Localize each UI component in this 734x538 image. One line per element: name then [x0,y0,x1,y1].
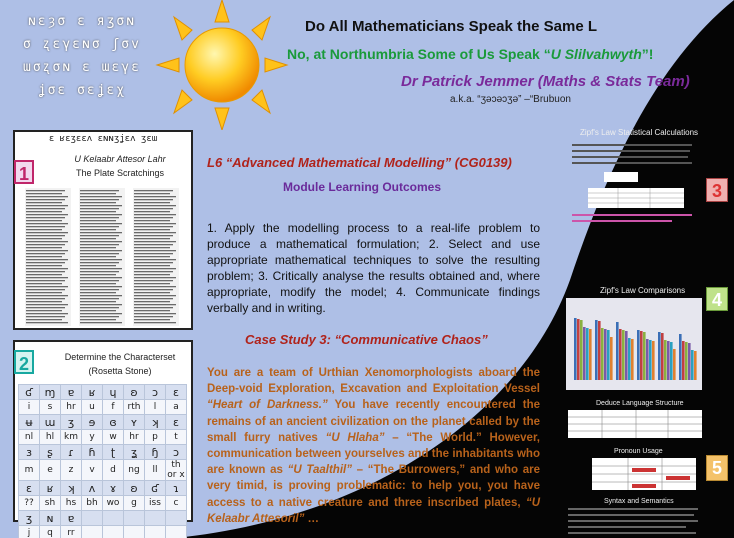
bar [577,319,580,380]
bar [667,341,670,380]
char-cell [103,511,124,526]
bar [679,334,682,380]
bar [685,342,688,380]
char-cell: ʁ [82,385,103,400]
bar [691,350,694,380]
char-cell: ʞ [145,415,166,430]
panel1-heading-italic: U Kelaabr Attesor Lahr [74,154,166,164]
glyph-line: ɴɛȝσ ɛ яʒσɴ [27,14,137,29]
char-cell [166,526,187,538]
char-cell: q [40,526,61,538]
char-cell: ɛ [166,415,187,430]
zipf-calc-block [568,138,698,228]
glyph-line: ʝσɛ σɛʝɛχ [37,83,127,98]
char-cell: y [82,430,103,445]
bar [673,349,676,380]
glyph-line: ɯσʐσɴ ɛ ɯɛγɛ [23,60,141,75]
char-cell: v [82,460,103,481]
glyph-line: σ ʐɛγɛɴσ ʃσv [23,37,141,52]
characterset-panel [13,340,193,538]
char-cell: w [103,430,124,445]
char-cell: ʈ [103,445,124,460]
char-cell: ll [145,460,166,481]
char-cell: nl [19,430,40,445]
char-cell: ʓ [124,445,145,460]
char-cell: ng [124,460,145,481]
char-cell: ɔ [145,385,166,400]
char-cell: ʞ [61,481,82,496]
case-study-title: Case Study 3: “Communicative Chaos” [245,332,488,347]
bar [682,341,685,380]
char-cell: u [82,400,103,415]
latin-row [19,400,187,415]
zipf-calc-title: Zipf's Law Statistical Calculations [580,128,699,137]
bar [580,320,583,380]
char-cell: g [124,496,145,511]
poster-title: Do All Mathematicians Speak the Same L [305,18,598,35]
char-cell: ɛ [19,481,40,496]
char-cell: km [61,430,82,445]
char-cell: ʏ [124,415,145,430]
char-cell: ʂ [40,445,61,460]
latin-row [19,496,187,511]
panel-number-2: 2 [14,350,34,374]
char-cell: rth [124,400,145,415]
pronoun-table [592,458,696,490]
char-cell [124,511,145,526]
char-cell [82,511,103,526]
char-cell: ʁ [40,481,61,496]
language-name: U Slilvahwyth [550,46,642,62]
panel1-glyph-title: ɛ ʁɛʒɛɛʌ ɛɴɴʒʝɛʌ ʒɛɯ [48,134,158,144]
bar [646,339,649,380]
char-cell: ɜ [19,445,40,460]
char-cell: ɴ [40,511,61,526]
bar [652,341,655,380]
panel-number-3: 3 [706,178,728,202]
char-cell: ɦ [82,445,103,460]
char-cell: hl [40,430,61,445]
bar [625,331,628,380]
bar [640,331,643,380]
latin-row [19,526,187,538]
bar [670,342,673,380]
char-cell: s [40,400,61,415]
char-cell: ɯ [40,415,61,430]
char-cell: ʛ [19,385,40,400]
char-cell [82,526,103,538]
bar [616,322,619,380]
panel-number-4: 4 [706,287,728,311]
glyph-title [8,10,156,102]
char-cell: ʉ [19,415,40,430]
zipf-bar-chart [566,298,702,390]
char-cell: ɿ [166,481,187,496]
char-cell: e [40,460,61,481]
char-cell: p [145,430,166,445]
char-cell: ɔ [166,445,187,460]
panel-number-1: 1 [14,160,34,184]
char-cell: sh [40,496,61,511]
char-cell: t [166,430,187,445]
panel1-heading: The Plate Scratchings [75,168,165,178]
char-cell [103,526,124,538]
bar [610,337,613,380]
bar [631,339,634,380]
panel2-subheading: (Rosetta Stone) [88,366,152,376]
author: Dr Patrick Jemmer (Maths & Stats Team) [401,73,690,90]
bar [643,332,646,380]
bar [604,329,607,380]
poster-subtitle: No, at Northumbria Some of Us Speak “U Slilvahwyth”! [287,46,654,62]
char-cell: c [166,496,187,511]
bar [628,338,631,380]
latin-row [19,430,187,445]
bar [595,320,598,380]
char-cell: ɤ [103,481,124,496]
char-cell: ?? [19,496,40,511]
glyph-row [19,415,187,430]
author-aka: a.k.a. “ʒǝɔəɔʒǝ” –“Brubuon [450,94,571,105]
char-cell: f [103,400,124,415]
bar [661,333,664,380]
char-cell: bh [82,496,103,511]
syntax-title: Syntax and Semantics [604,498,674,505]
char-cell: j [19,526,40,538]
char-cell: ɘ [82,415,103,430]
char-cell [166,511,187,526]
char-cell: ʛ [145,481,166,496]
bar [637,330,640,380]
bar [598,321,601,380]
char-cell: ɐ [61,385,82,400]
char-cell: ɾ [61,445,82,460]
char-cell [124,526,145,538]
char-cell: d [103,460,124,481]
bar [694,351,697,380]
language-structure-table [568,410,702,438]
char-cell: rr [61,526,82,538]
glyph-row [19,511,187,526]
panel-number-5: 5 [706,455,728,481]
bar [586,328,589,380]
case-study-text: You are a team of Urthian Xenomorphologists aboard the Deep-void Exploration, Excavation and Exploitation Vessel “Heart of Darkness.” You have recently encountered the remains of an ancient civilization on the planet called by the small furry natives “U Hlaha” – “The World.” However, communication between yourselves and the inhabitants who are known as “U Taalthil” – “The Burrowers,” and who are very timid, is proving problematic: to help you, you have access to a native creature and three inscribed plates, “U Kelaabr Attesoril” … [207,367,541,525]
module-code: L6 “Advanced Mathematical Modelling” (CG0139) [207,155,512,170]
pronoun-title: Pronoun Usage [614,448,663,455]
latin-row [19,460,187,481]
bar [622,330,625,380]
inscribed-plates [25,188,185,328]
zipf-compare-title: Zipf's Law Comparisons [600,286,686,295]
bar [649,340,652,380]
char-cell: ʚ [124,481,145,496]
bar [601,328,604,380]
char-cell: hr [124,430,145,445]
char-cell: ɱ [40,385,61,400]
char-cell [145,526,166,538]
bar [589,329,592,380]
bar [658,332,661,380]
char-cell: m [19,460,40,481]
char-cell: z [61,460,82,481]
outcomes-text: 1. Apply the modelling process to a real-life problem to produce a mathematical formulation; 2. Select and use appropriate mathematical techniques to solve the resulting problem; 3. Critically analyse the results obtained and, where appropriate, modify the model; 4. Communicate findings verbally and in writing. [207,221,540,315]
char-cell: ɐ [61,511,82,526]
char-cell: ʌ [82,481,103,496]
char-cell: ʒ [19,511,40,526]
bar [688,343,691,380]
char-cell: l [145,400,166,415]
bar [574,318,577,380]
char-cell: i [19,400,40,415]
plate-scratchings-panel [13,130,193,330]
char-cell: ɛ [166,385,187,400]
bar [607,330,610,380]
panel2-heading: Determine the Characterset [64,352,176,362]
syntax-text-block [568,506,702,538]
char-cell: wo [103,496,124,511]
char-cell: ɞ [103,415,124,430]
char-cell: ʒ [61,415,82,430]
glyph-row [19,481,187,496]
bar [583,327,586,380]
char-cell: hs [61,496,82,511]
outcomes-title: Module Learning Outcomes [283,180,442,194]
char-cell: hr [61,400,82,415]
glyph-row [19,385,187,400]
char-cell: ɥ [103,385,124,400]
language-structure-title: Deduce Language Structure [596,400,684,407]
char-cell: th or x [167,460,185,480]
char-cell: iss [145,496,166,511]
bar [619,329,622,380]
char-cell: ʚ [124,385,145,400]
char-cell [145,511,166,526]
bar [664,340,667,380]
char-cell: ɧ [145,445,166,460]
rosetta-table [18,384,187,538]
glyph-row [19,445,187,460]
char-cell: a [166,400,187,415]
sun-icon [152,0,292,130]
